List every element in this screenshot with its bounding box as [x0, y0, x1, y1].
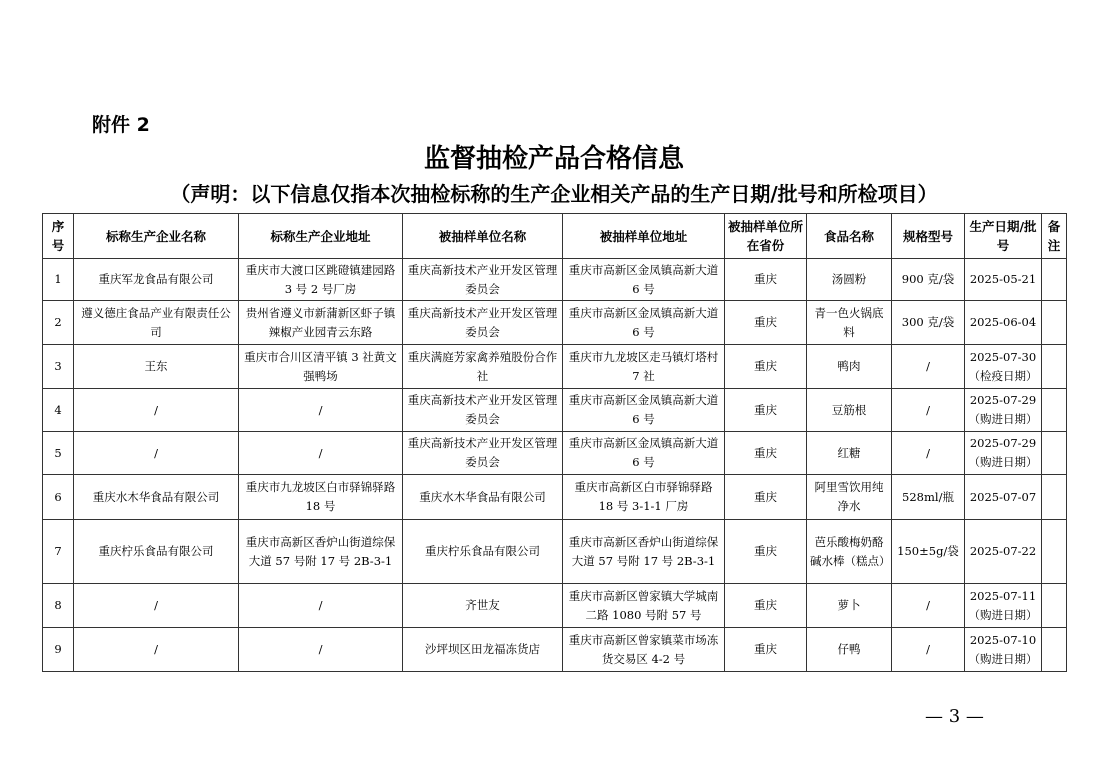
table-cell: / — [239, 584, 403, 628]
table-cell — [1042, 520, 1067, 584]
table-cell: 仔鸭 — [807, 628, 892, 672]
table-cell: 芭乐酸梅奶酪碱水棒（糕点） — [807, 520, 892, 584]
table-cell: 重庆 — [725, 628, 807, 672]
table-row — [43, 475, 1067, 520]
table-cell: / — [74, 432, 239, 475]
table-cell — [1042, 628, 1067, 672]
table-cell: / — [239, 432, 403, 475]
table-cell — [1042, 389, 1067, 432]
table-row — [43, 520, 1067, 584]
table-cell: 汤圆粉 — [807, 259, 892, 301]
page-title: 监督抽检产品合格信息 — [423, 144, 684, 174]
header-cell: 规格型号 — [892, 214, 965, 259]
table-cell: 150±5g/袋 — [892, 520, 965, 584]
table-cell: 重庆市大渡口区跳磴镇建园路 3 号 2 号厂房 — [239, 259, 403, 301]
table-cell: 鸭肉 — [807, 345, 892, 389]
table-cell: 重庆市高新区香炉山街道综保大道 57 号附 17 号 2B-3-1 — [563, 520, 725, 584]
table-cell: 900 克/袋 — [892, 259, 965, 301]
table-cell: 沙坪坝区田龙福冻货店 — [403, 628, 563, 672]
table-cell: 5 — [43, 432, 74, 475]
header-cell: 标称生产企业地址 — [239, 214, 403, 259]
table-cell: 重庆市九龙坡区白市驿锦驿路 18 号 — [239, 475, 403, 520]
header-cell: 备注 — [1042, 214, 1067, 259]
table-cell: / — [892, 432, 965, 475]
table-cell: 6 — [43, 475, 74, 520]
inspection-table — [42, 213, 1067, 672]
table-cell: / — [892, 628, 965, 672]
table-cell: 重庆水木华食品有限公司 — [403, 475, 563, 520]
table-cell: 重庆水木华食品有限公司 — [74, 475, 239, 520]
table-cell: / — [74, 628, 239, 672]
table-cell: 重庆市高新区金凤镇高新大道 6 号 — [563, 259, 725, 301]
table-cell: 重庆柠乐食品有限公司 — [403, 520, 563, 584]
header-cell: 被抽样单位名称 — [403, 214, 563, 259]
table-cell: 2025-06-04 — [965, 301, 1042, 345]
table-cell: 重庆高新技术产业开发区管理委员会 — [403, 259, 563, 301]
header-cell: 标称生产企业名称 — [74, 214, 239, 259]
table-cell: / — [74, 389, 239, 432]
table-row — [43, 259, 1067, 301]
table-cell — [1042, 475, 1067, 520]
table-cell: 重庆军龙食品有限公司 — [74, 259, 239, 301]
table-cell: 重庆市合川区清平镇 3 社黄文强鸭场 — [239, 345, 403, 389]
table-cell: 2025-07-07 — [965, 475, 1042, 520]
table-cell: 重庆 — [725, 520, 807, 584]
table-cell: 重庆市九龙坡区走马镇灯塔村 7 社 — [563, 345, 725, 389]
table-cell: 重庆 — [725, 389, 807, 432]
table-cell: 重庆市高新区金凤镇高新大道 6 号 — [563, 389, 725, 432]
attachment-label: 附件 2 — [92, 114, 150, 136]
table-cell: / — [892, 389, 965, 432]
table-row — [43, 584, 1067, 628]
table-cell: 重庆市高新区白市驿锦驿路 18 号 3-1-1 厂房 — [563, 475, 725, 520]
table-cell: 7 — [43, 520, 74, 584]
table-cell: 4 — [43, 389, 74, 432]
table-cell: 300 克/袋 — [892, 301, 965, 345]
table-cell: 重庆 — [725, 301, 807, 345]
table-header-row — [43, 214, 1067, 259]
table-cell: 豆筋根 — [807, 389, 892, 432]
page-number: — 3 — — [925, 706, 984, 727]
header-cell: 生产日期/批号 — [965, 214, 1042, 259]
table-cell: 1 — [43, 259, 74, 301]
table-cell: / — [74, 584, 239, 628]
table-cell: 2025-07-11（购进日期） — [965, 584, 1042, 628]
table-cell: 2025-07-10（购进日期） — [965, 628, 1042, 672]
table-cell — [1042, 259, 1067, 301]
table-cell: 8 — [43, 584, 74, 628]
table-cell — [1042, 432, 1067, 475]
table-cell: 3 — [43, 345, 74, 389]
table-cell: 2025-05-21 — [965, 259, 1042, 301]
table-cell: / — [892, 584, 965, 628]
header-cell: 被抽样单位地址 — [563, 214, 725, 259]
table-cell: 重庆高新技术产业开发区管理委员会 — [403, 301, 563, 345]
header-cell: 食品名称 — [807, 214, 892, 259]
table-cell: 重庆 — [725, 259, 807, 301]
table-cell: 重庆高新技术产业开发区管理委员会 — [403, 389, 563, 432]
table-row — [43, 301, 1067, 345]
table-cell: 重庆市高新区曾家镇菜市场冻货交易区 4-2 号 — [563, 628, 725, 672]
table-cell — [1042, 584, 1067, 628]
table-cell: 遵义德庄食品产业有限责任公司 — [74, 301, 239, 345]
table-cell: 重庆 — [725, 584, 807, 628]
table-cell: 2025-07-30（检疫日期） — [965, 345, 1042, 389]
table-cell: 重庆 — [725, 475, 807, 520]
table-row — [43, 628, 1067, 672]
table-cell: 贵州省遵义市新蒲新区虾子镇辣椒产业园青云东路 — [239, 301, 403, 345]
table-row — [43, 432, 1067, 475]
table-cell: 重庆市高新区金凤镇高新大道 6 号 — [563, 432, 725, 475]
table-cell: 528ml/瓶 — [892, 475, 965, 520]
table-cell: 重庆 — [725, 345, 807, 389]
table-cell: 重庆市高新区曾家镇大学城南二路 1080 号附 57 号 — [563, 584, 725, 628]
header-cell: 序号 — [43, 214, 74, 259]
table-cell: 2025-07-29（购进日期） — [965, 389, 1042, 432]
table-cell: 王东 — [74, 345, 239, 389]
table-cell: 2025-07-29（购进日期） — [965, 432, 1042, 475]
table-cell: 阿里雪饮用纯净水 — [807, 475, 892, 520]
table-row — [43, 389, 1067, 432]
table-cell: 红糖 — [807, 432, 892, 475]
table-cell: 9 — [43, 628, 74, 672]
table-cell: 青一色火锅底料 — [807, 301, 892, 345]
table-cell — [1042, 301, 1067, 345]
table-row — [43, 345, 1067, 389]
table-cell: 重庆 — [725, 432, 807, 475]
table-cell — [1042, 345, 1067, 389]
table-cell: 重庆高新技术产业开发区管理委员会 — [403, 432, 563, 475]
disclaimer-subtitle: （声明：以下信息仅指本次抽检标称的生产企业相关产品的生产日期/批号和所检项目） — [170, 182, 938, 206]
table-cell: 齐世友 — [403, 584, 563, 628]
table-cell: / — [892, 345, 965, 389]
table-cell: 重庆市高新区香炉山街道综保大道 57 号附 17 号 2B-3-1 — [239, 520, 403, 584]
table-cell: 2 — [43, 301, 74, 345]
table-cell: 2025-07-22 — [965, 520, 1042, 584]
table-cell: 重庆市高新区金凤镇高新大道 6 号 — [563, 301, 725, 345]
header-cell: 被抽样单位所在省份 — [725, 214, 807, 259]
table-cell: 重庆满庭芳家禽养殖股份合作社 — [403, 345, 563, 389]
table-cell: / — [239, 389, 403, 432]
table-cell: 重庆柠乐食品有限公司 — [74, 520, 239, 584]
table-cell: 萝卜 — [807, 584, 892, 628]
table-cell: / — [239, 628, 403, 672]
